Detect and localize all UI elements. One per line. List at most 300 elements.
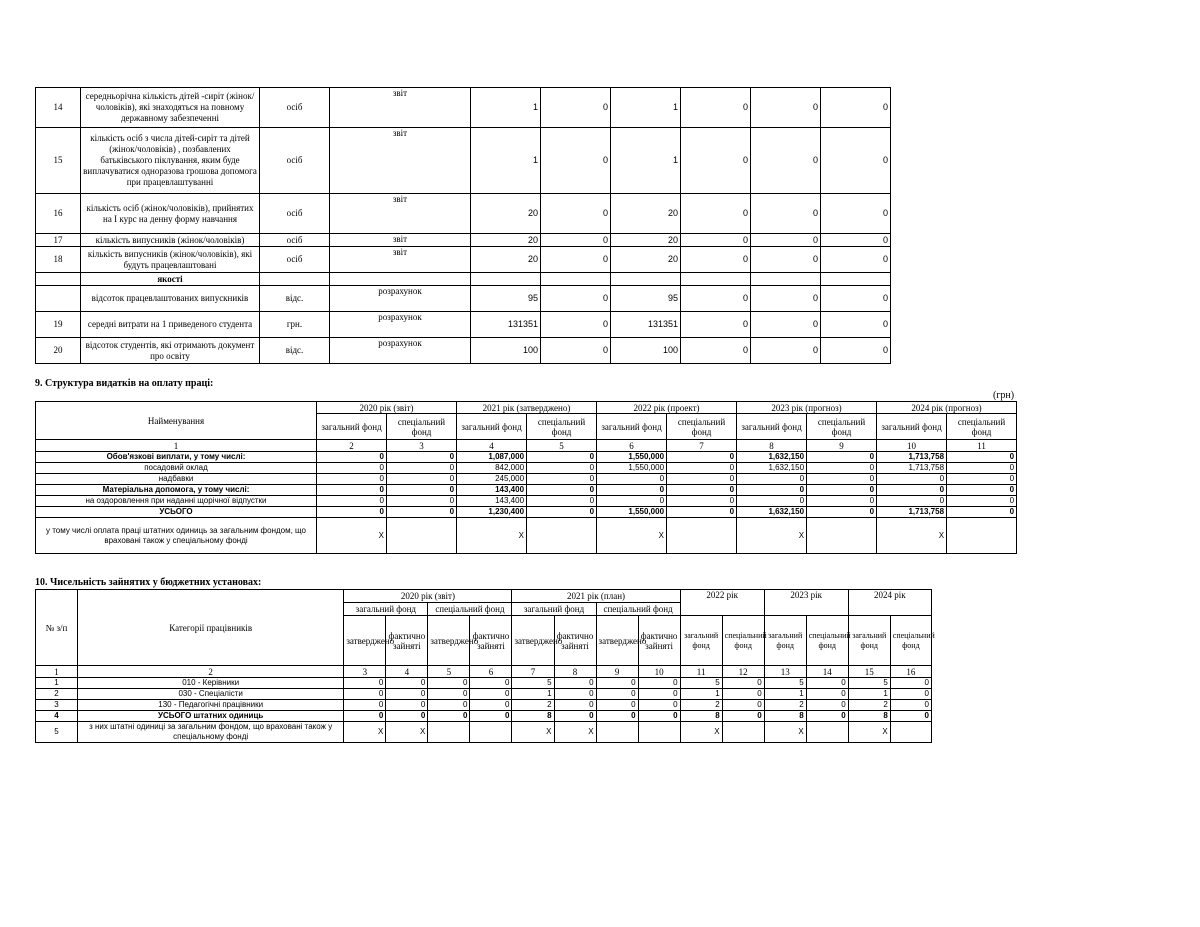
row-number: 19	[36, 312, 81, 338]
value-cell: 0	[638, 678, 680, 689]
value-cell	[806, 722, 848, 743]
column-number: 6	[470, 666, 512, 678]
value-cell: 0	[541, 286, 611, 312]
value-cell	[596, 722, 638, 743]
value-cell: 0	[681, 338, 751, 364]
value-cell: 1	[611, 128, 681, 194]
column-number: 8	[737, 440, 807, 452]
value-cell: 0	[596, 689, 638, 700]
value-cell: 0	[527, 496, 597, 507]
fund-header: загальний фонд	[764, 616, 806, 666]
value-cell: 1,550,000	[597, 452, 667, 463]
value-cell: 20	[471, 247, 541, 273]
approved-header: затверджено	[344, 616, 386, 666]
value-cell: 5	[764, 678, 806, 689]
value-cell: 0	[541, 234, 611, 247]
column-number: 2	[317, 440, 387, 452]
value-cell: 0	[821, 247, 891, 273]
value-cell: 0	[737, 485, 807, 496]
num-header: № з/п	[36, 590, 78, 666]
value-cell: 143,400	[457, 496, 527, 507]
value-cell: 0	[541, 88, 611, 128]
value-cell: 0	[947, 496, 1017, 507]
value-cell: 1,713,758	[877, 463, 947, 474]
indicator-name: середні витрати на 1 приведеного студента	[81, 312, 260, 338]
value-cell: X	[317, 518, 387, 554]
column-number: 5	[527, 440, 597, 452]
value-cell: 0	[387, 474, 457, 485]
column-number: 13	[764, 666, 806, 678]
value-cell: 20	[471, 194, 541, 234]
column-number: 15	[848, 666, 890, 678]
value-cell: 0	[751, 338, 821, 364]
value-cell: 0	[638, 711, 680, 722]
staff-row	[36, 689, 932, 700]
value-cell: 0	[344, 700, 386, 711]
value-cell: 0	[344, 678, 386, 689]
row-number: 1	[36, 678, 78, 689]
row-number: 17	[36, 234, 81, 247]
column-number: 8	[554, 666, 596, 678]
payroll-item-name: посадовий оклад	[36, 463, 317, 474]
unit: відс.	[260, 286, 330, 312]
column-number: 7	[512, 666, 554, 678]
value-cell	[681, 273, 751, 286]
fund-header: спеціальний фонд	[947, 414, 1017, 440]
fund-header: спеціальний фонд	[527, 414, 597, 440]
year-header: 2024 рік (прогноз)	[877, 402, 1017, 414]
staff-category: УСЬОГО штатних одиниць	[78, 711, 344, 722]
value-cell	[387, 518, 457, 554]
column-number: 14	[806, 666, 848, 678]
indicator-name: кількість осіб (жінок/чоловіків), прийнятих на I курс на денну форму навчання	[81, 194, 260, 234]
unit: відс.	[260, 338, 330, 364]
value-cell: 2	[680, 700, 722, 711]
value-cell: 0	[527, 507, 597, 518]
value-cell: 100	[471, 338, 541, 364]
value-cell: 2	[512, 700, 554, 711]
value-cell: 0	[722, 678, 764, 689]
value-cell: 0	[681, 247, 751, 273]
value-cell: 1,632,150	[737, 463, 807, 474]
value-cell: X	[457, 518, 527, 554]
value-cell: 0	[821, 312, 891, 338]
value-cell	[947, 518, 1017, 554]
value-cell: 0	[751, 247, 821, 273]
value-cell: 1	[764, 689, 806, 700]
value-cell: 0	[667, 485, 737, 496]
value-cell: 0	[821, 286, 891, 312]
value-cell: 0	[638, 700, 680, 711]
value-cell: 5	[680, 678, 722, 689]
value-cell: 0	[428, 700, 470, 711]
value-cell: 20	[611, 194, 681, 234]
value-cell: 0	[722, 700, 764, 711]
value-cell: 0	[386, 711, 428, 722]
value-cell: 0	[317, 474, 387, 485]
value-cell: 0	[947, 485, 1017, 496]
value-cell	[611, 273, 681, 286]
payroll-row	[36, 463, 1017, 474]
actual-header: фактично зайняті	[638, 616, 680, 666]
value-cell: 0	[387, 463, 457, 474]
indicator-name: відсоток студентів, які отримають документ про освіту	[81, 338, 260, 364]
indicator-name: середньорічна кількість дітей -сиріт (жінок/чоловіків), які знаходяться на повному державному забезпеченні	[81, 88, 260, 128]
value-cell: 0	[667, 507, 737, 518]
column-number: 3	[344, 666, 386, 678]
indicator-row	[36, 247, 891, 273]
payroll-item-name: Матеріальна допомога, у тому числі:	[36, 485, 317, 496]
source: звіт	[330, 234, 471, 247]
value-cell: 0	[807, 474, 877, 485]
payroll-item-name: надбавки	[36, 474, 317, 485]
value-cell: 0	[597, 474, 667, 485]
row-number: 2	[36, 689, 78, 700]
value-cell: 0	[681, 312, 751, 338]
indicator-row	[36, 273, 891, 286]
value-cell	[751, 273, 821, 286]
currency-units: (грн)	[993, 390, 1015, 401]
value-cell: 0	[554, 711, 596, 722]
value-cell: 1,713,758	[877, 507, 947, 518]
payroll-row	[36, 485, 1017, 496]
value-cell: X	[512, 722, 554, 743]
source: звіт	[330, 247, 471, 273]
value-cell: 1,550,000	[597, 463, 667, 474]
value-cell: X	[680, 722, 722, 743]
column-number: 1	[36, 666, 78, 678]
payroll-row	[36, 474, 1017, 485]
value-cell: 0	[317, 463, 387, 474]
value-cell: 100	[611, 338, 681, 364]
value-cell: 0	[667, 474, 737, 485]
staff-category: з них штатні одиниці за загальним фондом, що враховані також у спеціальному фонді	[78, 722, 344, 743]
value-cell: 95	[471, 286, 541, 312]
column-number: 1	[36, 440, 317, 452]
value-cell	[541, 273, 611, 286]
column-number: 10	[877, 440, 947, 452]
fund-header: спеціальний фонд	[596, 603, 680, 616]
column-number: 9	[596, 666, 638, 678]
value-cell: 0	[722, 711, 764, 722]
row-number: 3	[36, 700, 78, 711]
value-cell	[722, 722, 764, 743]
value-cell: 1,713,758	[877, 452, 947, 463]
value-cell: 0	[681, 88, 751, 128]
payroll-row	[36, 452, 1017, 463]
fund-header: загальний фонд	[848, 616, 890, 666]
staff-row	[36, 678, 932, 689]
value-cell: 0	[667, 463, 737, 474]
payroll-row	[36, 507, 1017, 518]
row-number: 16	[36, 194, 81, 234]
value-cell: 8	[680, 711, 722, 722]
value-cell: 0	[807, 485, 877, 496]
value-cell: X	[554, 722, 596, 743]
indicator-row	[36, 312, 891, 338]
value-cell	[821, 273, 891, 286]
value-cell: 0	[890, 689, 931, 700]
source: розрахунок	[330, 286, 471, 312]
value-cell: 0	[807, 496, 877, 507]
value-cell: 0	[470, 678, 512, 689]
value-cell: 0	[597, 485, 667, 496]
value-cell: 0	[751, 234, 821, 247]
unit: грн.	[260, 312, 330, 338]
value-cell: 0	[877, 496, 947, 507]
value-cell: 0	[541, 128, 611, 194]
value-cell: 1	[848, 689, 890, 700]
indicators-table	[35, 87, 891, 364]
year-header: 2021 рік (план)	[512, 590, 680, 603]
indicator-row	[36, 128, 891, 194]
value-cell: 0	[947, 452, 1017, 463]
column-number: 7	[667, 440, 737, 452]
value-cell: 0	[387, 452, 457, 463]
value-cell: 0	[317, 485, 387, 496]
value-cell	[471, 273, 541, 286]
value-cell: 0	[890, 711, 931, 722]
value-cell: X	[737, 518, 807, 554]
value-cell: 0	[596, 700, 638, 711]
unit: осіб	[260, 128, 330, 194]
value-cell: 1,632,150	[737, 452, 807, 463]
value-cell: X	[764, 722, 806, 743]
value-cell: 0	[947, 507, 1017, 518]
value-cell: 0	[807, 507, 877, 518]
unit: осіб	[260, 194, 330, 234]
indicator-name: кількість випусників (жінок/чоловіків), які будуть працевлаштовані	[81, 247, 260, 273]
column-number: 3	[387, 440, 457, 452]
value-cell: 20	[471, 234, 541, 247]
value-cell: 0	[751, 128, 821, 194]
value-cell: 0	[821, 128, 891, 194]
value-cell: X	[386, 722, 428, 743]
value-cell: 0	[667, 496, 737, 507]
fund-header: спеціальний фонд	[890, 616, 931, 666]
value-cell: 0	[681, 286, 751, 312]
year-header: 2023 рік	[764, 590, 848, 616]
value-cell: 0	[751, 194, 821, 234]
indicator-name: кількість випусників (жінок/чоловіків)	[81, 234, 260, 247]
unit: осіб	[260, 88, 330, 128]
year-header: 2022 рік (проект)	[597, 402, 737, 414]
value-cell: 5	[512, 678, 554, 689]
payroll-item-name: на оздоровлення при наданні щорічної відпустки	[36, 496, 317, 507]
value-cell: 0	[821, 338, 891, 364]
value-cell: 0	[667, 452, 737, 463]
value-cell: 1	[471, 128, 541, 194]
payroll-row	[36, 518, 1017, 554]
year-header: 2022 рік	[680, 590, 764, 616]
approved-header: затверджено	[428, 616, 470, 666]
value-cell: 0	[527, 452, 597, 463]
staff-category: 010 - Керівники	[78, 678, 344, 689]
unit	[260, 273, 330, 286]
value-cell: 0	[344, 711, 386, 722]
source: звіт	[330, 88, 471, 128]
row-number: 14	[36, 88, 81, 128]
value-cell: 1	[512, 689, 554, 700]
value-cell	[527, 518, 597, 554]
name-header: Найменування	[36, 402, 317, 440]
value-cell: 0	[947, 474, 1017, 485]
value-cell: 1	[680, 689, 722, 700]
value-cell: 0	[541, 194, 611, 234]
payroll-row	[36, 496, 1017, 507]
value-cell	[470, 722, 512, 743]
value-cell: 0	[541, 338, 611, 364]
fund-header: загальний фонд	[737, 414, 807, 440]
value-cell: 0	[681, 128, 751, 194]
fund-header: спеціальний фонд	[428, 603, 512, 616]
value-cell	[428, 722, 470, 743]
value-cell: 0	[877, 485, 947, 496]
fund-header: спеціальний фонд	[722, 616, 764, 666]
payroll-item-name: у тому числі оплата праці штатних одиниць за загальним фондом, що враховані також у спеціальному фонді	[36, 518, 317, 554]
staff-row	[36, 711, 932, 722]
payroll-item-name: УСЬОГО	[36, 507, 317, 518]
fund-header: загальний фонд	[344, 603, 428, 616]
value-cell: 0	[947, 463, 1017, 474]
value-cell: 0	[638, 689, 680, 700]
fund-header: загальний фонд	[680, 616, 722, 666]
column-number: 5	[428, 666, 470, 678]
value-cell: 1	[471, 88, 541, 128]
value-cell: 95	[611, 286, 681, 312]
year-header: 2020 рік (звіт)	[317, 402, 457, 414]
source: звіт	[330, 194, 471, 234]
value-cell: 0	[470, 689, 512, 700]
value-cell: 0	[806, 700, 848, 711]
row-number: 15	[36, 128, 81, 194]
staff-category: 130 - Педагогічні працівники	[78, 700, 344, 711]
fund-header: загальний фонд	[457, 414, 527, 440]
value-cell: 0	[387, 485, 457, 496]
staff-row	[36, 722, 932, 743]
value-cell	[890, 722, 931, 743]
value-cell: 842,000	[457, 463, 527, 474]
section-10-title: 10. Чисельність зайнятих у бюджетних установах:	[35, 577, 262, 588]
value-cell: 20	[611, 234, 681, 247]
category-header: Категорії працівників	[78, 590, 344, 666]
value-cell: 0	[317, 507, 387, 518]
column-number: 11	[947, 440, 1017, 452]
column-number: 6	[597, 440, 667, 452]
value-cell: 0	[737, 474, 807, 485]
value-cell: 0	[344, 689, 386, 700]
fund-header: загальний фонд	[512, 603, 596, 616]
unit: осіб	[260, 247, 330, 273]
value-cell: 0	[554, 700, 596, 711]
value-cell: 8	[512, 711, 554, 722]
year-header: 2021 рік (затверджено)	[457, 402, 597, 414]
column-number: 12	[722, 666, 764, 678]
value-cell: X	[597, 518, 667, 554]
indicator-name: якості	[81, 273, 260, 286]
value-cell: 0	[821, 234, 891, 247]
fund-header: спеціальний фонд	[807, 414, 877, 440]
staff-category: 030 - Спеціалісти	[78, 689, 344, 700]
approved-header: затверджено	[596, 616, 638, 666]
column-number: 11	[680, 666, 722, 678]
actual-header: фактично зайняті	[470, 616, 512, 666]
value-cell: 0	[428, 711, 470, 722]
value-cell: 1,550,000	[597, 507, 667, 518]
column-number: 2	[78, 666, 344, 678]
row-number: 20	[36, 338, 81, 364]
year-header: 2024 рік	[848, 590, 931, 616]
fund-header: загальний фонд	[877, 414, 947, 440]
value-cell: 0	[428, 678, 470, 689]
value-cell: 0	[890, 678, 931, 689]
row-number: 5	[36, 722, 78, 743]
row-number	[36, 273, 81, 286]
value-cell: 0	[317, 452, 387, 463]
source: розрахунок	[330, 312, 471, 338]
year-header: 2020 рік (звіт)	[344, 590, 512, 603]
value-cell: 0	[527, 485, 597, 496]
value-cell: 1,632,150	[737, 507, 807, 518]
value-cell: 8	[848, 711, 890, 722]
value-cell: X	[344, 722, 386, 743]
value-cell: 0	[386, 678, 428, 689]
row-number	[36, 286, 81, 312]
value-cell: 5	[848, 678, 890, 689]
value-cell: 0	[554, 678, 596, 689]
value-cell: 0	[541, 312, 611, 338]
staff-count-table	[35, 589, 935, 743]
value-cell: 0	[527, 463, 597, 474]
value-cell: 0	[596, 711, 638, 722]
staff-row	[36, 700, 932, 711]
value-cell: 20	[611, 247, 681, 273]
indicator-name: кількість осіб з числа дітей-сиріт та дітей (жінок/чоловіків) , позбавлених батьківського піклування, яким буде виплачуватися одноразова грошова допомога при працевлаштуванні	[81, 128, 260, 194]
indicator-row	[36, 234, 891, 247]
value-cell: 245,000	[457, 474, 527, 485]
value-cell: 0	[806, 678, 848, 689]
column-number: 9	[807, 440, 877, 452]
value-cell: 0	[737, 496, 807, 507]
value-cell: 143,400	[457, 485, 527, 496]
value-cell: 0	[527, 474, 597, 485]
value-cell: 0	[387, 496, 457, 507]
section-9-title: 9. Структура видатків на оплату праці:	[35, 378, 214, 389]
value-cell	[638, 722, 680, 743]
value-cell: 131351	[611, 312, 681, 338]
value-cell: 0	[751, 286, 821, 312]
indicator-row	[36, 194, 891, 234]
row-number: 4	[36, 711, 78, 722]
value-cell: 0	[470, 700, 512, 711]
value-cell: 0	[317, 496, 387, 507]
value-cell: 0	[807, 463, 877, 474]
value-cell: 0	[554, 689, 596, 700]
source: звіт	[330, 128, 471, 194]
column-number: 4	[386, 666, 428, 678]
value-cell	[667, 518, 737, 554]
row-number: 18	[36, 247, 81, 273]
value-cell: 0	[681, 194, 751, 234]
value-cell: 0	[387, 507, 457, 518]
value-cell: 2	[764, 700, 806, 711]
indicator-row	[36, 286, 891, 312]
fund-header: загальний фонд	[597, 414, 667, 440]
indicator-name: відсоток працевлаштованих випускників	[81, 286, 260, 312]
value-cell: 0	[386, 689, 428, 700]
value-cell: 0	[597, 496, 667, 507]
source	[330, 273, 471, 286]
